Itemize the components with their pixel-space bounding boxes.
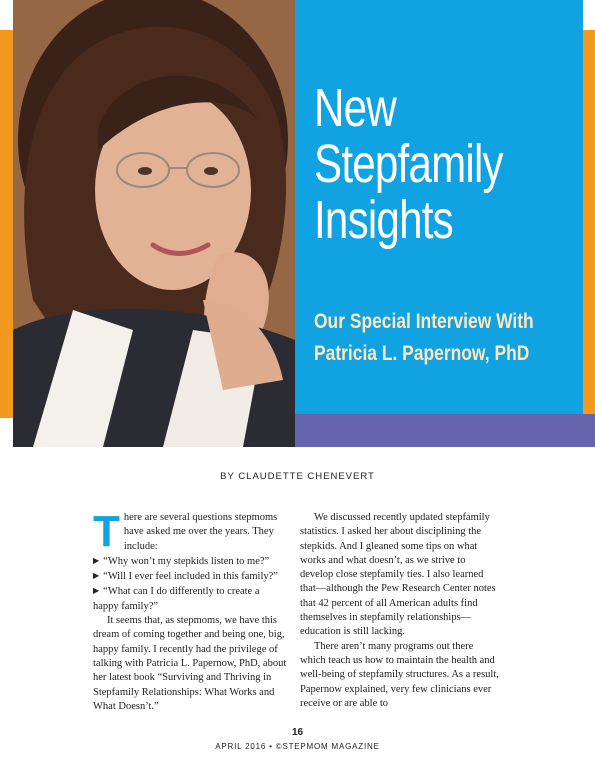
article-column-right bbox=[300, 511, 500, 711]
question-item bbox=[93, 569, 287, 584]
question-text: “Why won’t my stepkids listen to me?” bbox=[103, 555, 270, 567]
headline-line-1: New bbox=[314, 78, 396, 138]
drop-cap: T bbox=[93, 507, 120, 556]
intro-paragraph bbox=[93, 507, 287, 556]
left-accent-bar bbox=[0, 30, 13, 418]
subtitle-line-1: Our Special Interview With bbox=[314, 310, 534, 333]
subtitle-line-2: Patricia L. Papernow, PhD bbox=[314, 342, 530, 365]
question-text: “Will I ever feel included in this family?” bbox=[103, 571, 278, 583]
page-number: 16 bbox=[291, 727, 304, 738]
triangle-bullet-icon: ▶ bbox=[93, 571, 100, 581]
question-item bbox=[93, 554, 287, 569]
headline-line-3: Insights bbox=[314, 190, 453, 250]
byline: BY CLAUDETTE CHENEVERT bbox=[220, 471, 375, 482]
headline-line-2: Stepfamily bbox=[314, 134, 503, 194]
body-paragraph: We discussed recently updated stepfamily statistics. I asked her about disciplining the stepkids. And I gleaned some tips on what works and what doesn’t, as we strive to develop close stepfamily ties. I also learned that—although the Pew Research Center notes that 42 percent of all American adults find themselves in stepfamily relationships—education is still lacking. bbox=[300, 512, 496, 638]
issue-footer: APRIL 2016 • ©STEPMOM MAGAZINE bbox=[215, 742, 380, 751]
intro-text: here are several questions stepmoms have asked me over the years. They include: bbox=[123, 512, 278, 552]
triangle-bullet-icon: ▶ bbox=[93, 555, 100, 565]
question-item bbox=[93, 584, 287, 614]
purple-accent-bar bbox=[295, 414, 595, 447]
triangle-bullet-icon: ▶ bbox=[93, 586, 100, 596]
portrait-illustration bbox=[13, 0, 295, 447]
article-subtitle bbox=[314, 306, 579, 370]
question-text: “What can I do differently to create a happy family?” bbox=[93, 586, 260, 612]
right-accent-bar bbox=[583, 30, 595, 418]
article-column-left bbox=[93, 507, 287, 714]
body-paragraph: It seems that, as stepmoms, we have this dream of coming together and being one, big, happy family. I recently had the privilege of talking with Patricia L. Papernow, PhD, about her latest book “Surviving and Thriving in Stepfamily Relationships: What Works and What Doesn’t.” bbox=[93, 615, 287, 712]
author-portrait bbox=[13, 0, 295, 447]
body-paragraph: There aren’t many programs out there which teach us how to maintain the health and well-being of stepfamily structures. As a result, Papernow explained, very few clinicians ever receive or are able to bbox=[300, 640, 499, 709]
article-headline bbox=[314, 80, 579, 248]
